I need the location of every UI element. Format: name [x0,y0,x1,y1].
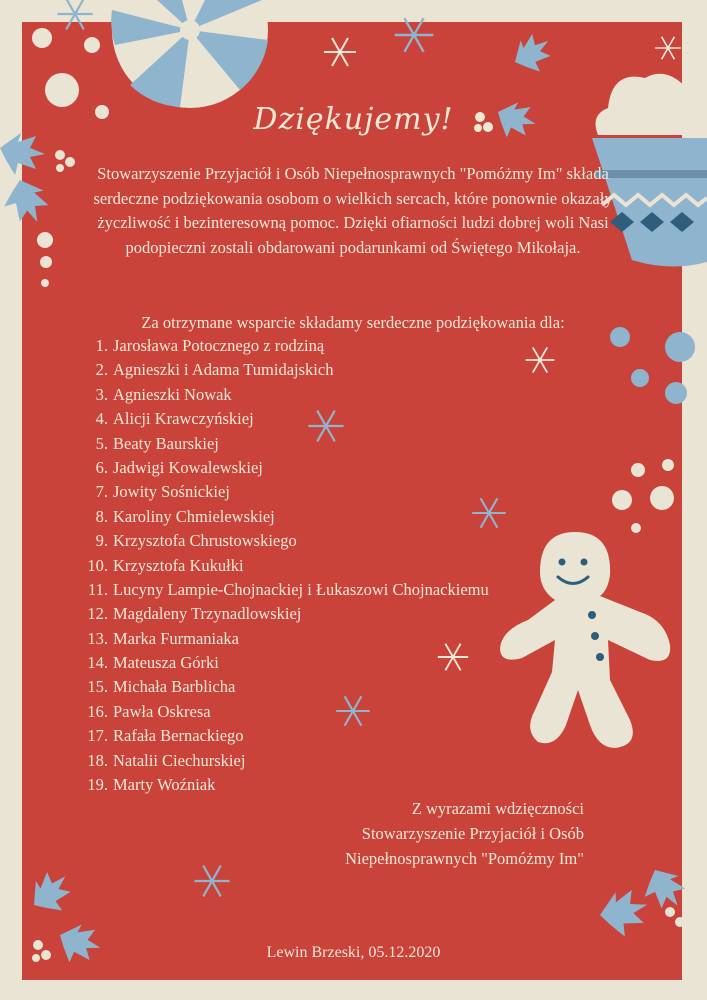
item-name: Lucyny Lampie-Chojnackiej i Łukaszowi Chojnackiemu [113,579,489,599]
gingerbread-man-icon [500,532,670,748]
place-date: Lewin Brzeski, 05.12.2020 [266,944,441,961]
list-item [80,675,489,699]
item-number: 3. [95,384,108,404]
item-name: Rafała Bernackiego [113,726,244,746]
list-item [80,724,489,748]
list-item [80,407,489,431]
list-item [80,505,489,529]
item-number: 18. [87,750,108,770]
item-name: Jadwigi Kowalewskiej [113,457,263,477]
signature-line: Z wyrazami wdzięczności [411,799,584,818]
item-name: Karoliny Chmielewskiej [113,506,275,526]
donor-list [80,334,489,797]
item-name: Marty Woźniak [113,775,216,795]
item-number: 10. [87,555,108,575]
item-number: 8. [95,506,108,526]
item-number: 4. [95,409,108,429]
item-number: 1. [95,336,108,355]
item-name: Michała Barblicha [113,677,236,697]
signature-line: Stowarzyszenie Przyjaciół i Osób [361,824,584,843]
list-item [80,627,489,651]
item-number: 14. [87,653,108,673]
item-name: Beaty Baurskiej [113,433,219,453]
holly-icon [0,133,75,287]
dot-icon [610,327,695,404]
intro-paragraph: Stowarzyszenie Przyjaciół i Osób Niepełnosprawnych "Pomóżmy Im" składa serdeczne podziękowania osobom o wielkich sercach, które ponownie okazały życzliwość i bezinteresowną pomoc. Dzięki ofiarności ludzi dobrej woli Nasi podopieczni zostali obdarowani podarunkami od Świętego Mikołaja. [93,164,613,257]
item-number: 9. [95,531,108,551]
item-number: 5. [95,433,108,453]
list-item [80,578,489,602]
signature-line: Niepełnosprawnych "Pomóżmy Im" [345,849,584,868]
item-name: Jarosława Potocznego z rodziną [113,336,325,355]
item-name: Magdaleny Trzynadlowskiej [113,604,302,624]
thanks-lead: Za otrzymane wsparcie składamy serdeczne podziękowania dla: [141,313,565,332]
item-number: 6. [95,457,108,477]
list-item [80,602,489,626]
list-item [80,651,489,675]
item-number: 13. [87,628,108,648]
list-item [80,749,489,773]
item-name: Pawła Oskresa [113,701,211,721]
item-name: Agnieszki Nowak [113,384,232,404]
item-number: 12. [87,604,108,624]
candy-icon [111,0,268,108]
list-item [80,383,489,407]
page-title: Dziękujemy! [253,102,454,137]
item-name: Marka Furmaniaka [113,628,239,648]
item-name: Agnieszki i Adama Tumidajskich [113,360,334,380]
list-item [80,432,489,456]
list-item [80,480,489,504]
signature-block [345,796,584,871]
item-number: 19. [87,775,108,795]
list-item [80,700,489,724]
item-number: 15. [87,677,108,697]
item-number: 7. [95,482,108,502]
list-item [80,554,489,578]
list-item [80,358,489,382]
list-item [80,334,489,358]
list-item [80,773,489,797]
item-name: Natalii Ciechurskiej [113,750,246,770]
item-name: Krzysztofa Chrustowskiego [113,531,297,551]
item-number: 2. [95,360,108,380]
item-number: 17. [87,726,108,746]
item-name: Alicji Krawczyńskiej [113,409,254,429]
dot-icon [612,459,674,533]
list-item [80,529,489,553]
item-name: Krzysztofa Kukułki [113,555,244,575]
list-item [80,456,489,480]
item-number: 11. [87,579,108,599]
item-number: 16. [87,701,108,721]
item-name: Mateusza Górki [113,653,219,673]
item-name: Jowity Sośnickiej [113,482,230,502]
holly-icon [595,861,693,942]
